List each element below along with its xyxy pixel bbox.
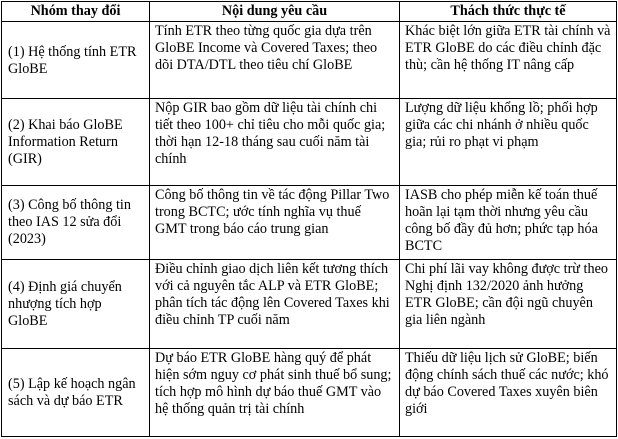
table-row bbox=[2, 22, 617, 99]
requirement-cell: Tính ETR theo từng quốc gia dựa trên GloBE Income và Covered Taxes; theo dõi DTA/DTL theo tiêu chí GloBE bbox=[150, 22, 400, 99]
table-row bbox=[2, 185, 617, 259]
challenge-cell: IASB cho phép miễn kế toán thuế hoãn lại tạm thời nhưng yêu cầu công bố đầy đủ hơn; phức tạp hóa BCTC bbox=[400, 185, 617, 259]
requirement-cell: Công bố thông tin về tác động Pillar Two trong BCTC; ước tính nghĩa vụ thuế GMT trong báo cáo trung gian bbox=[150, 185, 400, 259]
requirements-table bbox=[1, 1, 617, 437]
requirement-cell: Dự báo ETR GloBE hàng quý để phát hiện sớm nguy cơ phát sinh thuế bổ sung; tích hợp mô hình dự báo thuế GMT vào hệ thống quản trị tài chính bbox=[150, 348, 400, 436]
challenge-cell: Chi phí lãi vay không được trừ theo Nghị định 132/2020 ảnh hưởng ETR GloBE; cần đội ngũ chuyên gia liên ngành bbox=[400, 260, 617, 348]
change-group-cell: (1) Hệ thống tính ETR GloBE bbox=[2, 22, 150, 99]
requirement-cell: Điều chỉnh giao dịch liên kết tương thích với cả nguyên tắc ALP và ETR GloBE; phân tích tác động lên Covered Taxes khi điều chỉnh TP cuối năm bbox=[150, 260, 400, 348]
change-group-cell: (3) Công bố thông tin theo IAS 12 sửa đổi (2023) bbox=[2, 185, 150, 259]
challenge-cell: Khác biệt lớn giữa ETR tài chính và ETR GloBE do các điều chỉnh đặc thù; cần hệ thống IT nâng cấp bbox=[400, 22, 617, 99]
header-change-group: Nhóm thay đổi bbox=[2, 2, 150, 22]
header-row bbox=[2, 2, 617, 22]
change-group-cell: (4) Định giá chuyển nhượng tích hợp GloBE bbox=[2, 260, 150, 348]
challenge-cell: Lượng dữ liệu khổng lồ; phối hợp giữa các chi nhánh ở nhiều quốc gia; rủi ro phạt vi phạm bbox=[400, 99, 617, 185]
requirement-cell: Nộp GIR bao gồm dữ liệu tài chính chi tiết theo 100+ chỉ tiêu cho mỗi quốc gia; thời hạn 12-18 tháng sau cuối năm tài chính bbox=[150, 99, 400, 185]
change-group-cell: (5) Lập kế hoạch ngân sách và dự báo ETR bbox=[2, 348, 150, 436]
table-row bbox=[2, 348, 617, 436]
header-challenge: Thách thức thực tế bbox=[400, 2, 617, 22]
table-row bbox=[2, 99, 617, 185]
challenge-cell: Thiếu dữ liệu lịch sử GloBE; biến động chính sách thuế các nước; khó dự báo Covered Taxes xuyên biên giới bbox=[400, 348, 617, 436]
table-row bbox=[2, 260, 617, 348]
header-requirement: Nội dung yêu cầu bbox=[150, 2, 400, 22]
change-group-cell: (2) Khai báo GloBE Information Return (GIR) bbox=[2, 99, 150, 185]
